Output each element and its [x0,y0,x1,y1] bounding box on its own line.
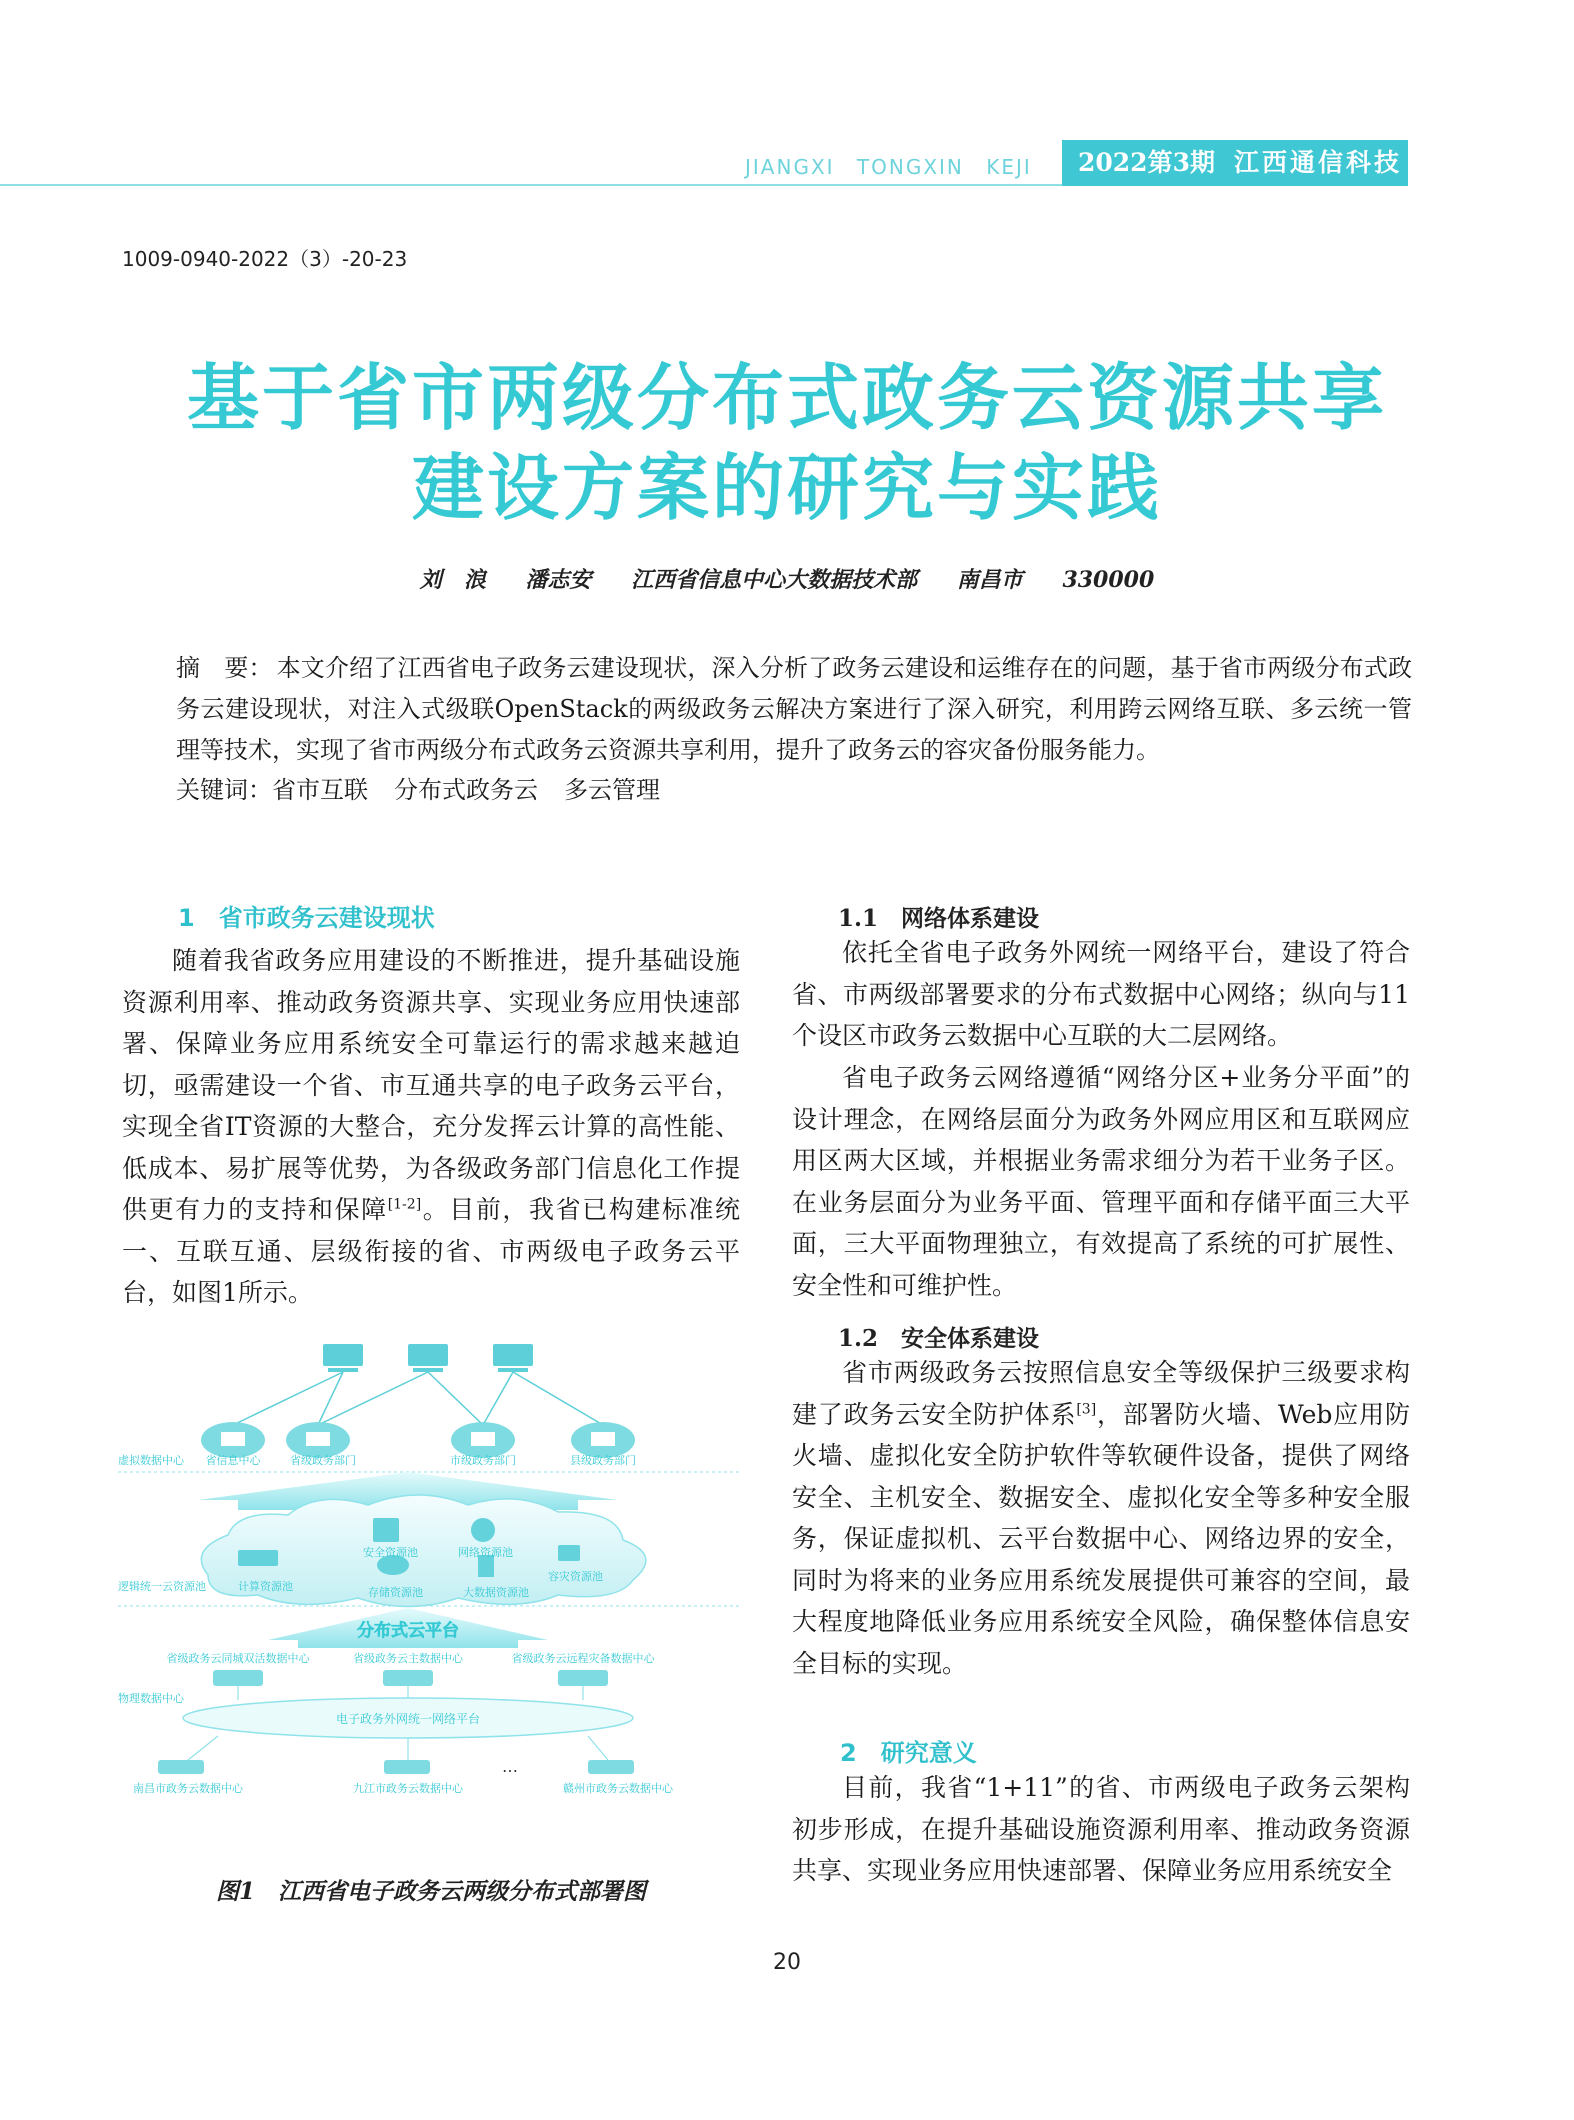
dept-label: 县级政务部门 [570,1454,636,1467]
server-icon [238,1550,278,1566]
subsection-heading-1-1: 1.1 网络体系建设 [838,905,1040,932]
pool-label: 网络资源池 [458,1546,513,1559]
page-number: 20 [773,1950,801,1975]
keyword: 省市互联 [272,776,368,804]
keywords [176,770,1412,811]
network-label: 电子政务外网统一网络平台 [335,1712,481,1726]
paragraph-text: 。目前，我省已构建标准统一、互联互通、层级衔接的省、市两级电子政务云平台，如图1所示。 [122,1195,740,1307]
abstract-label: 摘 要： [176,654,273,682]
datacenter-icon [558,1670,608,1686]
layer-label: 虚拟数据中心 [118,1454,184,1467]
security-icon [373,1518,399,1542]
deployment-diagram [118,1340,740,1860]
author-name: 刘 浪 [419,567,486,593]
keywords-label: 关键词： [176,776,272,804]
network-icon [471,1518,495,1542]
section-heading-2: 2 研究意义 [840,1739,977,1767]
computer-icon [493,1344,533,1372]
dr-icon [558,1545,580,1561]
building-icon [201,1422,265,1458]
author-affiliation: 江西省信息中心大数据技术部 [631,567,918,593]
issue-label: 2022第3期 [1078,148,1215,177]
city-label: 九江市政务云数据中心 [353,1782,463,1795]
paragraph-text: 随着我省政务应用建设的不断推进，提升基础设施资源利用率、推动政务资源共享、实现业务应用快速部署、保障业务应用系统安全可靠运行的需求越来越迫切，亟需建设一个省、市互通共享的电子政务云平台，实现全省IT资源的大整合，充分发挥云计算的高性能、低成本、易扩展等优势，为各级政务部门信息化工作提供更有力的支持和保障 [122,946,740,1224]
datacenter-label: 省级政务云远程灾备数据中心 [511,1652,655,1665]
abstract-text: 本文介绍了江西省电子政务云建设现状，深入分析了政务云建设和运维存在的问题，基于省市两级分布式政务云建设现状，对注入式级联OpenStack的两级政务云解决方案进行了深入研究，利用跨云网络互联、多云统一管理等技术，实现了省市两级分布式政务云资源共享利用，提升了政务云的容灾备份服务能力。 [176,654,1412,764]
dept-label: 省级政务部门 [290,1454,356,1467]
city-datacenter-icon [158,1760,204,1774]
author-postcode: 330000 [1062,567,1155,593]
platform-label: 分布式云平台 [357,1621,459,1641]
section1-1-paragraph1: 依托全省电子政务外网统一网络平台，建设了符合省、市两级部署要求的分布式数据中心网络；纵向与11个设区市政务云数据中心互联的大二层网络。 [792,938,1410,1050]
building-icon [571,1422,635,1458]
datacenter-label: 省级政务云主数据中心 [353,1652,463,1665]
keyword: 多云管理 [564,776,660,804]
datacenter-icon [383,1670,433,1686]
computer-icon [323,1344,363,1372]
figure-caption: 图1 江西省电子政务云两级分布式部署图 [215,1878,646,1905]
pool-label: 计算资源池 [238,1580,293,1593]
layer-label: 物理数据中心 [118,1692,184,1705]
pool-label: 安全资源池 [363,1546,418,1559]
connector-lines [233,1372,603,1425]
datacenter-icon [213,1670,263,1686]
dept-label: 省信息中心 [205,1454,261,1467]
paper-title-line2: 建设方案的研究与实践 [411,446,1162,530]
citation: [1-2] [387,1196,422,1213]
subsection-heading-1-2: 1.2 安全体系建设 [838,1325,1040,1352]
building-icon [286,1422,350,1458]
author-city: 南昌市 [956,567,1023,593]
author-name: 潘志安 [525,567,592,593]
building-icon [451,1422,515,1458]
author-line [0,563,1574,594]
pool-label: 大数据资源池 [463,1586,529,1599]
city-datacenter-icon [384,1760,430,1774]
header-badge [1062,140,1408,186]
journal-name: 江西通信科技 [1234,148,1403,177]
city-datacenter-icon [588,1760,634,1774]
dept-label: 市级政务部门 [450,1454,516,1467]
section1-paragraph [122,940,740,1314]
section-heading-1: 1 省市政务云建设现状 [178,904,435,932]
paragraph-text: 省市两级政务云按照信息安全等级保护三级要求构建了政务云安全防护体系 [792,1358,1410,1429]
document-id: 1009-0940-2022（3）-20-23 [122,247,408,271]
paper-title-line1: 基于省市两级分布式政务云资源共享 [186,356,1387,440]
datacenter-label: 省级政务云同城双活数据中心 [166,1652,310,1665]
pool-label: 容灾资源池 [548,1570,603,1583]
city-label: 南昌市政务云数据中心 [133,1782,243,1795]
section1-1-paragraph2: 省电子政务云网络遵循“网络分区+业务分平面”的设计理念，在网络层面分为政务外网应用区和互联网应用区两大区域，并根据业务需求细分为若干业务子区。在业务层面分为业务平面、管理平面和存储平面三大平面，三大平面物理独立，有效提高了系统的可扩展性、安全性和可维护性。 [792,1063,1410,1300]
abstract [176,648,1412,771]
citation: [3] [1076,1401,1097,1418]
paragraph-text: ，部署防火墙、Web应用防火墙、虚拟化安全防护软件等软硬件设备，提供了网络安全、主机安全、数据安全、虚拟化安全等多种安全服务，保证虚拟机、云平台数据中心、网络边界的安全，同时为将来的业务应用系统发展提供可兼容的空间，最大程度地降低业务应用系统安全风险，确保整体信息安全目标的实现。 [792,1399,1410,1678]
journal-name-pinyin: JIANGXI TONGXIN KEJI [745,155,1032,179]
ellipsis: … [502,1757,518,1776]
layer-label: 逻辑统一云资源池 [118,1580,206,1593]
section1-2-paragraph [792,1352,1410,1684]
pool-label: 存储资源池 [368,1586,423,1599]
computer-icon [408,1344,448,1372]
section2-paragraph: 目前，我省“1+11”的省、市两级电子政务云架构初步形成，在提升基础设施资源利用率、推动政务资源共享、实现业务应用快速部署、保障业务应用系统安全 [792,1773,1410,1885]
keyword: 分布式政务云 [394,776,538,804]
city-label: 赣州市政务云数据中心 [563,1782,673,1795]
